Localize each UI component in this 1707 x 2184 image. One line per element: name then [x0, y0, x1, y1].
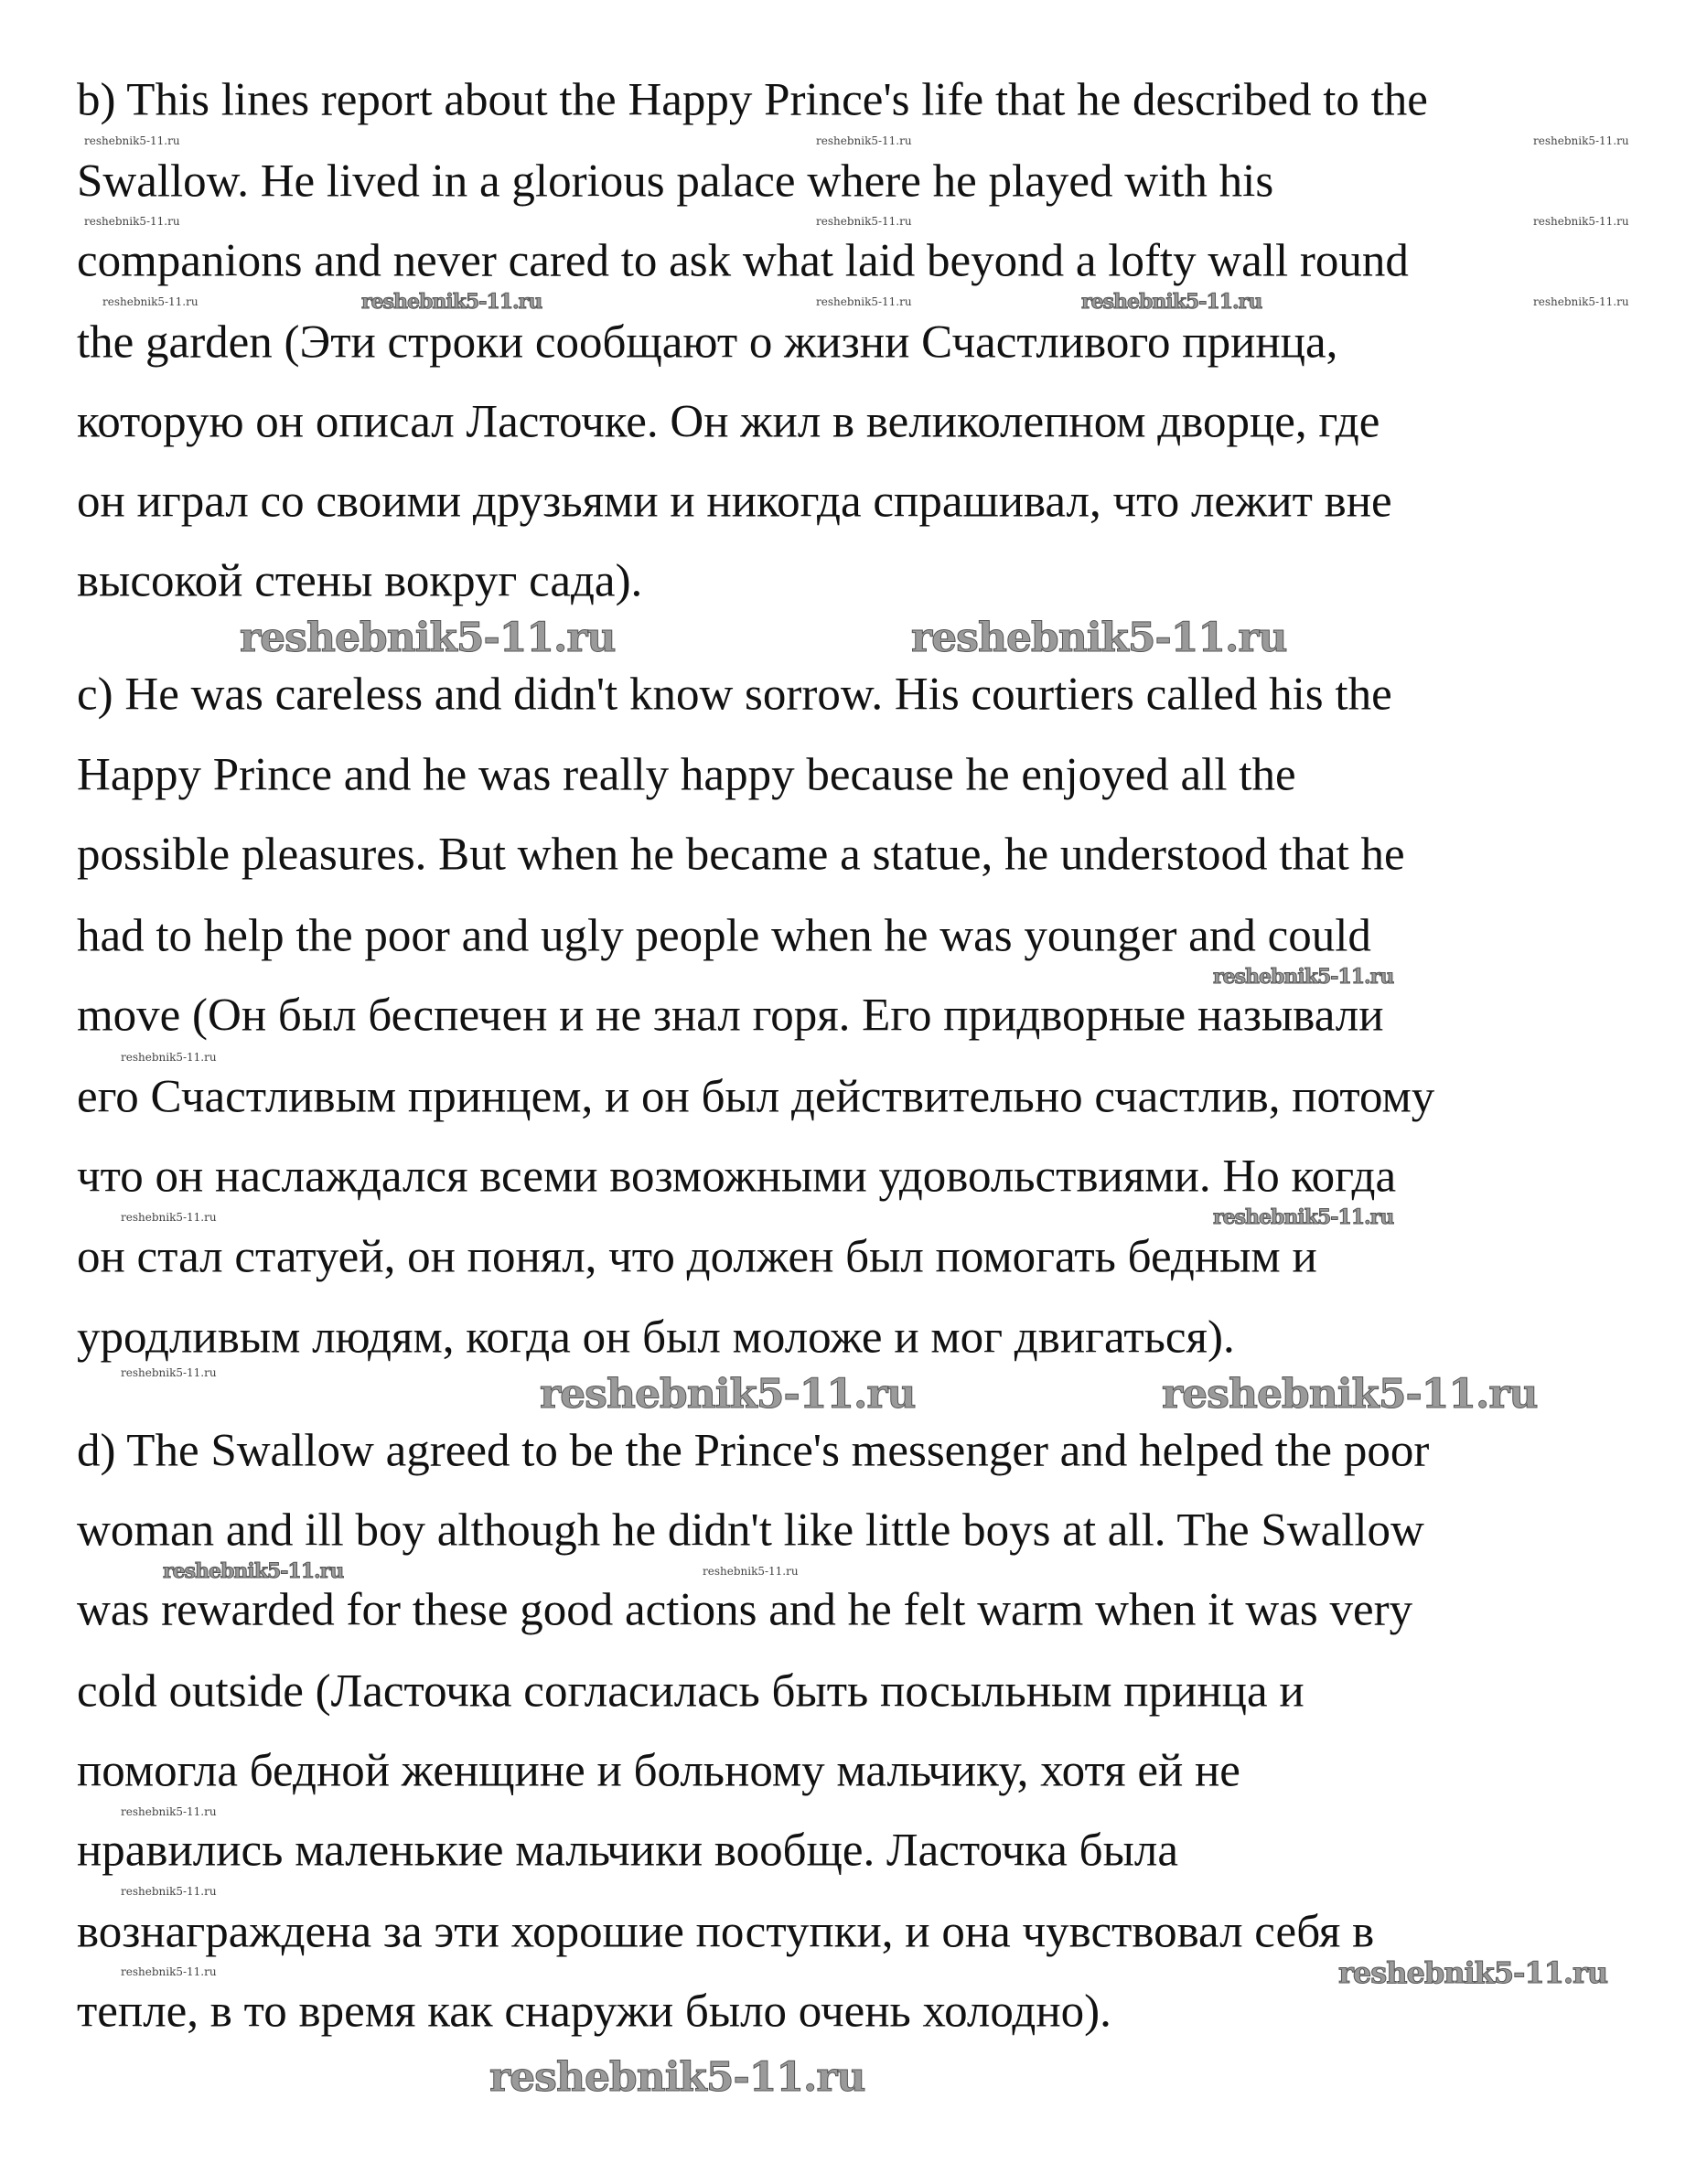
- paragraph-b-line: которую он описал Ласточке. Он жил в великолепном дворце, где: [77, 396, 1380, 448]
- watermark: reshebnik5-11.ru: [816, 134, 912, 147]
- paragraph-b-line: высокой стены вокруг сада).: [77, 555, 643, 607]
- paragraph-b-line: b) This lines report about the Happy Prince's life that he described to the: [77, 74, 1428, 126]
- paragraph-c-line: had to help the poor and ugly people when he was younger and could: [77, 910, 1371, 962]
- watermark: reshebnik5-11.ru: [121, 1885, 217, 1898]
- watermark: reshebnik5-11.ru: [1213, 1205, 1394, 1229]
- paragraph-c-line: Happy Prince and he was really happy because he enjoyed all the: [77, 749, 1296, 801]
- watermark: reshebnik5-11.ru: [121, 1211, 217, 1224]
- paragraph-c-line: possible pleasures. But when he became a statue, he understood that he: [77, 829, 1405, 881]
- watermark: reshebnik5-11.ru: [816, 295, 912, 308]
- paragraph-d-line: тепле, в то время как снаружи было очень холодно).: [77, 1986, 1111, 2038]
- watermark: reshebnik5-11.ru: [121, 1366, 217, 1379]
- paragraph-c-line: уродливым людям, когда он был моложе и мог двигаться).: [77, 1311, 1235, 1364]
- paragraph-d-line: d) The Swallow agreed to be the Prince's messenger and helped the poor: [77, 1425, 1430, 1477]
- watermark: reshebnik5-11.ru: [540, 1371, 916, 1418]
- watermark: reshebnik5-11.ru: [1533, 215, 1629, 228]
- paragraph-c-line: что он наслаждался всеми возможными удовольствиями. Но когда: [77, 1151, 1397, 1203]
- watermark: reshebnik5-11.ru: [121, 1805, 217, 1818]
- paragraph-b-line: the garden (Эти строки сообщают о жизни Счастливого принца,: [77, 316, 1338, 369]
- paragraph-c-line: его Счастливым принцем, и он был действительно счастлив, потому: [77, 1071, 1435, 1123]
- watermark: reshebnik5-11.ru: [240, 615, 616, 661]
- watermark: reshebnik5-11.ru: [703, 1565, 799, 1578]
- watermark: reshebnik5-11.ru: [84, 134, 180, 147]
- watermark: reshebnik5-11.ru: [1162, 1371, 1538, 1418]
- paragraph-d-line: was rewarded for these good actions and he felt warm when it was very: [77, 1584, 1413, 1636]
- watermark: reshebnik5-11.ru: [1533, 134, 1629, 147]
- watermark: reshebnik5-11.ru: [1213, 965, 1394, 989]
- watermark: reshebnik5-11.ru: [489, 2054, 865, 2101]
- watermark: reshebnik5-11.ru: [1533, 295, 1629, 308]
- paragraph-d-line: нравились маленькие мальчики вообще. Ласточка была: [77, 1825, 1178, 1877]
- watermark: reshebnik5-11.ru: [163, 1559, 344, 1583]
- watermark: reshebnik5-11.ru: [1081, 290, 1262, 314]
- paragraph-c-line: move (Он был беспечен и не знал горя. Его придворные называли: [77, 990, 1384, 1042]
- paragraph-b-line: он играл со своими друзьями и никогда спрашивал, что лежит вне: [77, 476, 1392, 528]
- watermark: reshebnik5-11.ru: [121, 1051, 217, 1064]
- watermark: reshebnik5-11.ru: [102, 295, 199, 308]
- paragraph-b-line: Swallow. He lived in a glorious palace where he played with his: [77, 155, 1274, 208]
- paragraph-b-line: companions and never cared to ask what laid beyond a lofty wall round: [77, 235, 1409, 287]
- watermark: reshebnik5-11.ru: [361, 290, 542, 314]
- paragraph-d-line: помогла бедной женщине и больному мальчику, хотя ей не: [77, 1745, 1240, 1797]
- paragraph-d-line: woman and ill boy although he didn't like little boys at all. The Swallow: [77, 1504, 1424, 1557]
- watermark: reshebnik5-11.ru: [121, 1965, 217, 1978]
- watermark: reshebnik5-11.ru: [84, 215, 180, 228]
- paragraph-c-line: c) He was careless and didn't know sorrow. His courtiers called his the: [77, 669, 1392, 721]
- watermark: reshebnik5-11.ru: [911, 615, 1287, 661]
- paragraph-d-line: cold outside (Ласточка согласилась быть посыльным принца и: [77, 1665, 1304, 1718]
- paragraph-d-line: вознаграждена за эти хорошие поступки, и она чувствовал себя в: [77, 1906, 1375, 1958]
- paragraph-c-line: он стал статуей, он понял, что должен был помогать бедным и: [77, 1231, 1317, 1283]
- watermark: reshebnik5-11.ru: [816, 215, 912, 228]
- watermark: reshebnik5-11.ru: [1338, 1955, 1608, 1990]
